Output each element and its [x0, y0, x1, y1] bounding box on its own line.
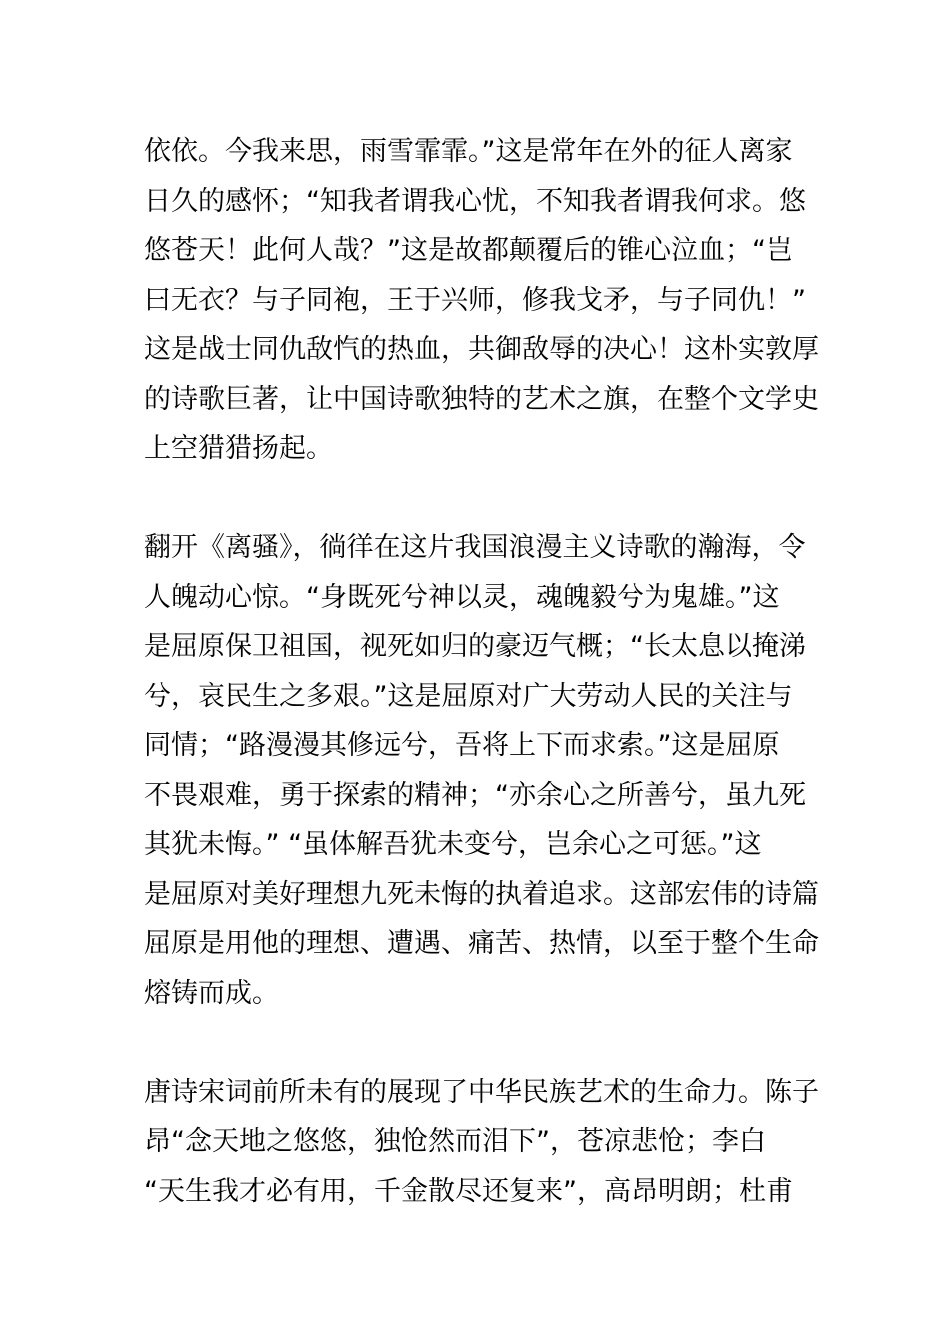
text-line: 的诗歌巨著，让中国诗歌独特的艺术之旗，在整个文学史 [144, 384, 819, 415]
text-line: 是屈原对美好理想九死未悔的执着追求。这部宏伟的诗篇 [144, 879, 819, 910]
text-line: 翻开《离骚》，徜徉在这片我国浪漫主义诗歌的瀚海，令 [144, 532, 806, 563]
text-line: 唐诗宋词前所未有的展现了中华民族艺术的生命力。陈子 [144, 1077, 819, 1108]
text-line: 依依。今我来思，雨雪霏霏。”这是常年在外的征人离家 [144, 136, 793, 167]
text-line: 屈原是用他的理想、遭遇、痛苦、热情，以至于整个生命 [144, 928, 819, 959]
text-line: 昂“念天地之悠悠，独怆然而泪下”，苍凉悲怆；李白 [144, 1126, 766, 1157]
text-line: 是屈原保卫祖国，视死如归的豪迈气概；“长太息以掩涕 [144, 631, 806, 662]
text-line: 日久的感怀；“知我者谓我心忧，不知我者谓我何求。悠 [144, 186, 806, 217]
text-line: 人魄动心惊。“身既死兮神以灵，魂魄毅兮为鬼雄。”这 [144, 582, 780, 613]
text-line: 其犹未悔。” “虽体解吾犹未变兮，岂余心之可惩。”这 [144, 829, 762, 860]
text-line: 不畏艰难，勇于探索的精神；“亦余心之所善兮，虽九死 [144, 780, 806, 811]
text-line: 曰无衣？与子同袍，王于兴师，修我戈矛，与子同仇！” [144, 285, 806, 316]
text-line: 兮，哀民生之多艰。”这是屈原对广大劳动人民的关注与 [144, 681, 793, 712]
text-line: 熔铸而成。 [144, 978, 279, 1009]
text-line: 悠苍天！此何人哉？”这是故都颠覆后的锥心泣血；“岂 [144, 235, 793, 266]
text-line: “天生我才必有用，千金散尽还复来”，高昂明朗；杜甫 [144, 1176, 793, 1207]
text-line: 这是战士同仇敌忾的热血，共御敌辱的决心！这朴实敦厚 [144, 334, 819, 365]
text-line: 同情；“路漫漫其修远兮，吾将上下而求索。”这是屈原 [144, 730, 780, 761]
text-line: 上空猎猎扬起。 [144, 433, 333, 464]
